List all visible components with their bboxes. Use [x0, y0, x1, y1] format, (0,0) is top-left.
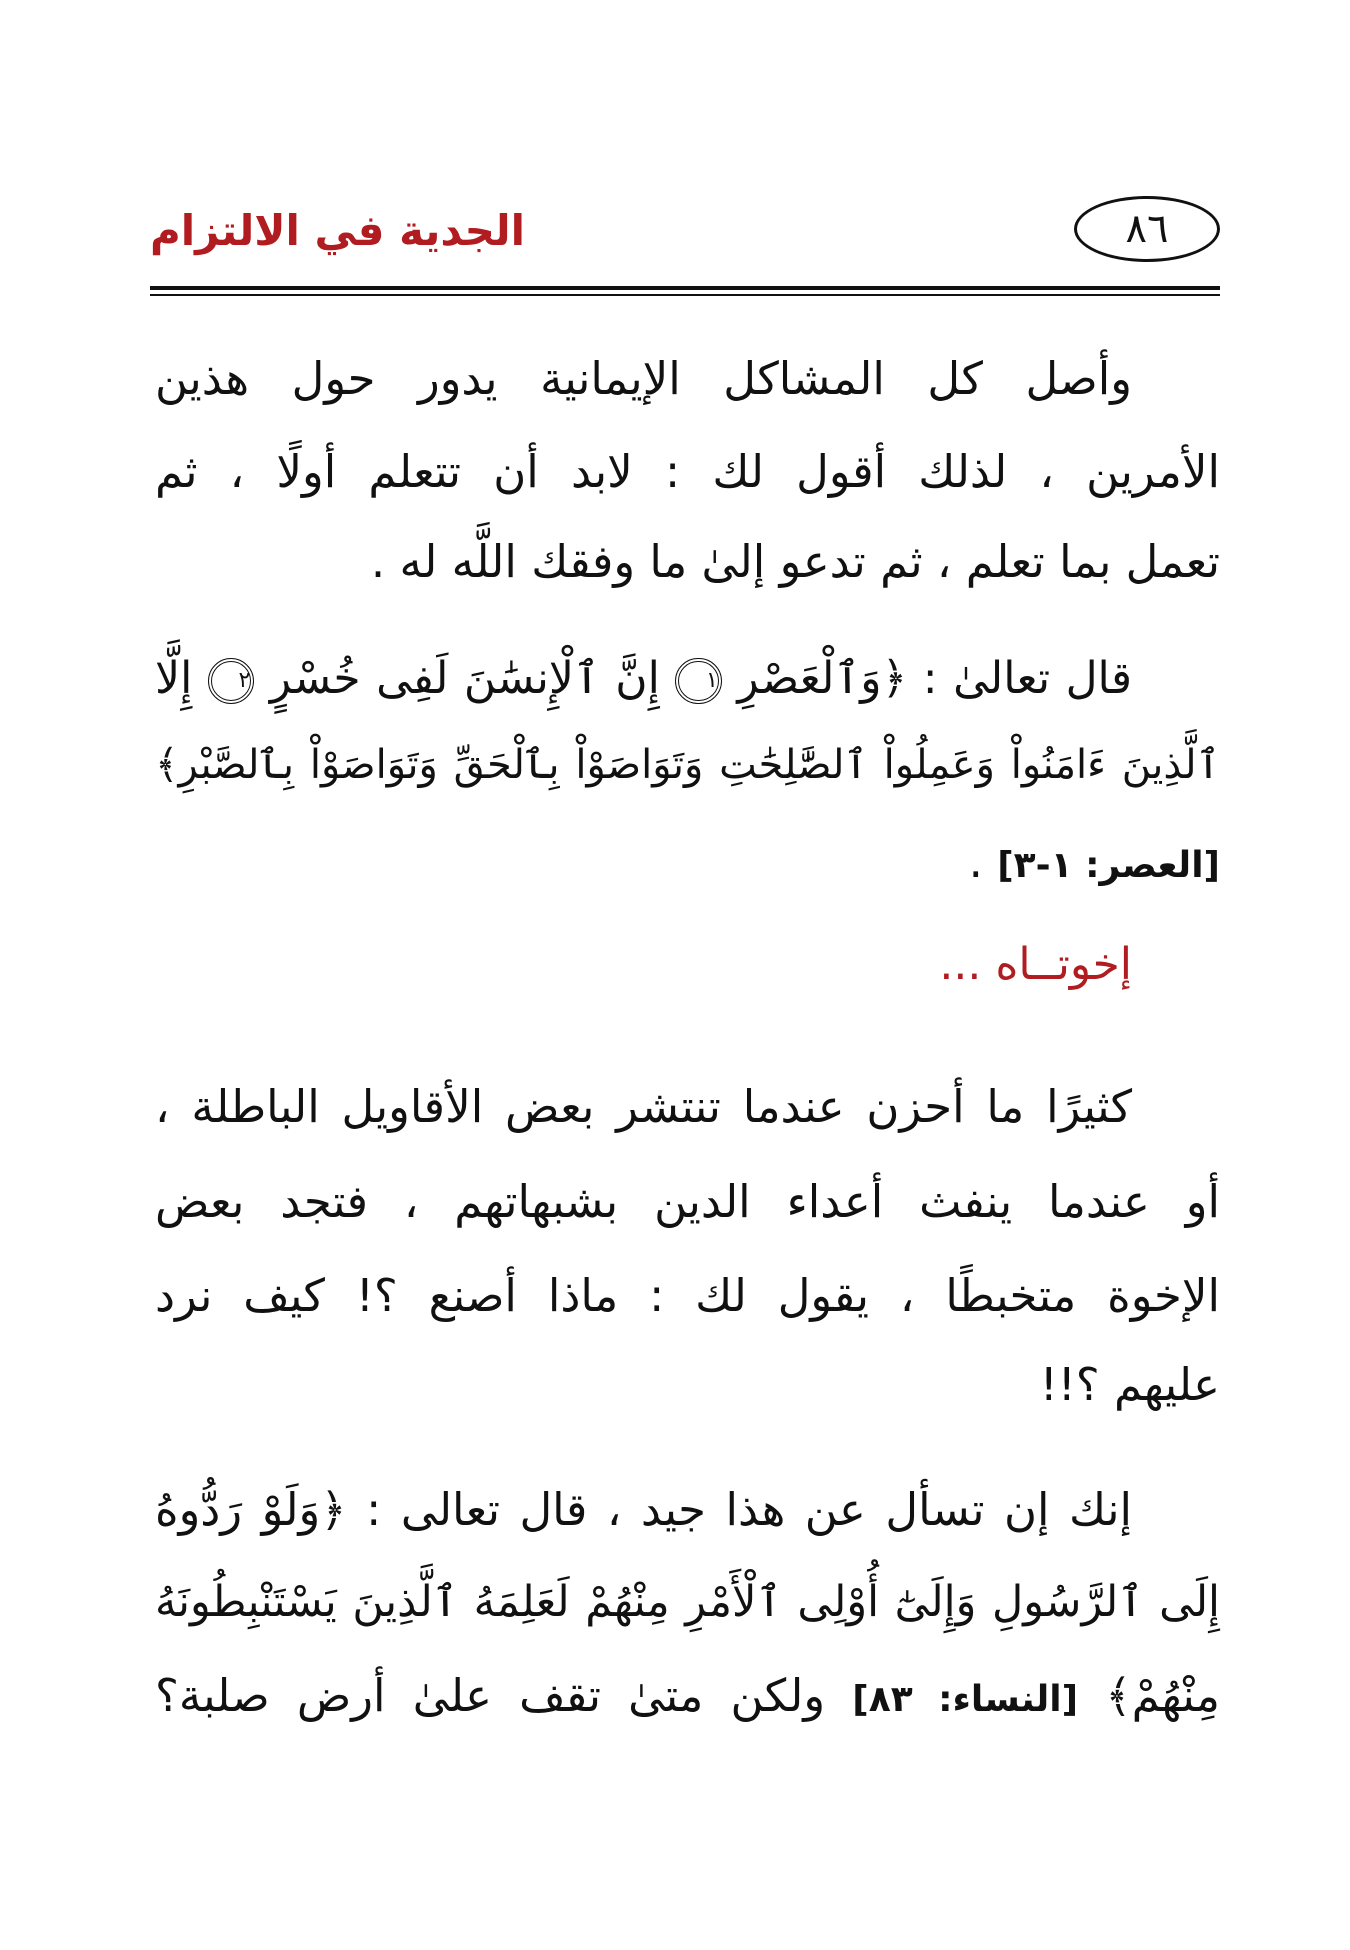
closing-period: . — [968, 835, 983, 888]
paragraph-1-line-2: الأمرين ، لذلك أقول لك : لابد أن تتعلم أولًا ، ثم — [155, 445, 1220, 498]
paragraph-4-line-3 — [155, 1651, 1220, 1745]
section-heading: إخوتــاه ... — [939, 939, 1132, 990]
paragraph-4-line-2 — [155, 1557, 1220, 1647]
page-number-oval — [1074, 196, 1220, 262]
page-number: ٨٦ — [1125, 206, 1169, 252]
quran-reference: [العصر: ١-٣] — [997, 845, 1220, 886]
paragraph-3-line-1: كثيرًا ما أحزن عندما تنتشر بعض الأقاويل الباطلة ، — [155, 1080, 1132, 1133]
paragraph-2-line-1 — [155, 634, 1220, 724]
paragraph-4-closing-text: ولكن متىٰ تقف علىٰ أرض صلبة؟ — [155, 1669, 826, 1722]
quran-verse-3-rest: ٱلَّذِينَ ءَامَنُواْ وَعَمِلُواْ ٱلصَّٰلِحَٰتِ وَتَوَاصَوْاْ بِٱلْحَقِّ وَتَوَاصَوْاْ بِٱلصَّبْرِ﴾ — [155, 742, 1220, 788]
quran-verse-2: إِنَّ ٱلْإِنسَٰنَ لَفِى خُسْرٍ — [269, 653, 660, 704]
quote-intro: قال تعالىٰ : — [922, 653, 1132, 704]
paragraph-4-text: إنك إن تسأل عن هذا جيد ، قال تعالى : — [366, 1483, 1132, 1536]
quran-verse-4-middle: إِلَى ٱلرَّسُولِ وَإِلَىٰٓ أُوْلِى ٱلْأَمْرِ مِنْهُمْ لَعَلِمَهُ ٱلَّذِينَ يَسْتَنْبِطُونَهُ — [155, 1577, 1220, 1627]
header-rule-thick — [150, 286, 1220, 290]
quran-verse-4-start: ﴿وَلَوْ رَدُّوهُ — [155, 1483, 347, 1536]
quran-verse-3-start: إِلَّا — [155, 653, 193, 704]
quran-reference-2: [النساء: ٨٣] — [852, 1679, 1079, 1720]
paragraph-3-line-2: أو عندما ينفث أعداء الدين بشبهاتهم ، فتجد بعض — [155, 1175, 1220, 1228]
paragraph-4-line-1 — [155, 1465, 1220, 1555]
quran-verse-4-end: مِنْهُمْ﴾ — [1105, 1669, 1220, 1722]
paragraph-1-line-3: تعمل بما تعلم ، ثم تدعو إلىٰ ما وفقك اللَّه له . — [370, 535, 1220, 588]
paragraph-1-line-1: وأصل كل المشاكل الإيمانية يدور حول هذين — [155, 352, 1132, 405]
header-rule-thin — [150, 294, 1220, 296]
paragraph-3-line-4: عليهم ؟!! — [1039, 1358, 1220, 1411]
running-title: الجدية في الالتزام — [150, 206, 526, 255]
paragraph-2-line-3 — [155, 817, 1220, 911]
paragraph-2-line-2 — [155, 720, 1220, 810]
ayah-end-marker-2: ٢ — [208, 658, 255, 705]
quran-verse-1: ﴿وَٱلْعَصْرِ — [737, 653, 908, 704]
paragraph-3-line-3: الإخوة متخبطًا ، يقول لك : ماذا أصنع ؟! كيف نرد — [155, 1269, 1220, 1322]
ayah-end-marker-1: ١ — [675, 658, 722, 705]
